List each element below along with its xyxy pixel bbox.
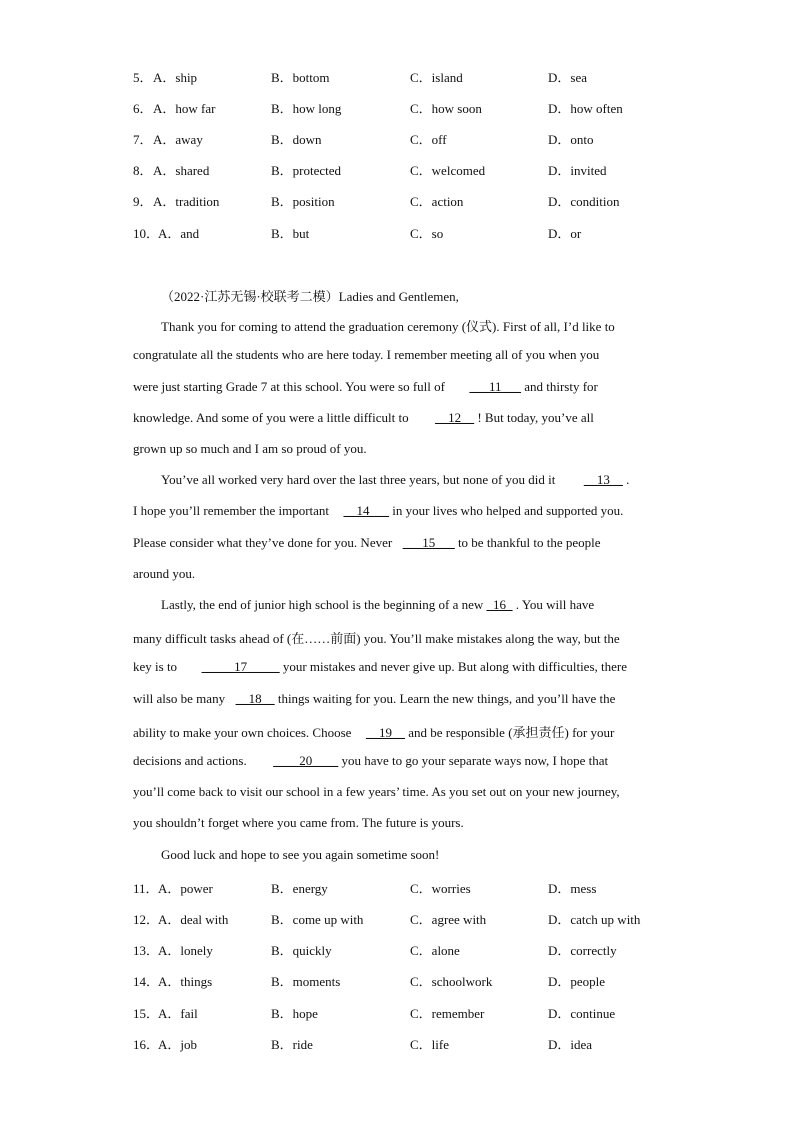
option-b: B．protected [271,163,342,178]
option-d: D．sea [548,70,587,85]
question-row [133,909,693,929]
question-row [133,223,693,243]
passage-text: will also be many [133,691,226,706]
passage-text: in your lives who helped and supported you. [392,503,624,518]
question-row [133,160,693,180]
option-b: B．hope [271,1006,318,1021]
passage-text: ! But today, you’ve all [477,410,594,425]
passage-line [133,753,673,773]
question-number: 12． [133,912,160,927]
question-number: 10． [133,226,160,241]
option-d: D．continue [548,1006,616,1021]
passage-text: Please consider what they’ve done for you. Never [133,535,393,550]
blank-15: ___15___ [402,535,455,550]
option-b: B．position [271,194,335,209]
option-c: C．so [410,226,444,241]
passage-line [133,535,673,555]
blank-14: __14___ [343,503,390,518]
blank-13: __13__ [583,472,623,487]
passage-line [133,503,673,523]
question-row [133,67,693,87]
option-d: D．invited [548,163,607,178]
option-d: D．how often [548,101,623,116]
option-b: B．energy [271,881,328,896]
passage-text: You’ve all worked very hard over the last three years, but none of you did it [161,472,556,487]
option-c: C．island [410,70,463,85]
question-number: 16． [133,1037,160,1052]
passage-text: were just starting Grade 7 at this school. You were so full of [133,379,445,394]
passage-line: congratulate all the students who are here today. I remember meeting all of you when you [133,347,600,362]
option-b: B．how long [271,101,342,116]
option-d: D．or [548,226,582,241]
option-c: C．schoolwork [410,974,493,989]
passage-line [161,472,701,492]
passage-line: Good luck and hope to see you again sometime soon! [161,847,440,862]
question-number: 7． [133,132,153,147]
question-row [133,971,693,991]
option-a: A．fail [158,1006,198,1021]
passage-text: you have to go your separate ways now, I hope that [341,753,609,768]
option-a: A．shared [153,163,210,178]
passage-text: to be thankful to the people [457,535,601,550]
passage-text: . [626,472,630,487]
passage-text: things waiting for you. Learn the new things, and you’ll have the [277,691,616,706]
blank-19: __19__ [365,725,405,740]
option-d: D．mess [548,881,597,896]
option-c: C．action [410,194,464,209]
option-d: D．people [548,974,606,989]
option-b: B．quickly [271,943,332,958]
option-a: A．lonely [158,943,213,958]
option-d: D．condition [548,194,620,209]
passage-text: and thirsty for [524,379,598,394]
passage-line [133,379,673,399]
question-number: 9． [133,194,153,209]
passage-line [133,410,673,430]
option-a: A．deal with [158,912,229,927]
passage-text: knowledge. And some of you were a little difficult to [133,410,409,425]
passage-text: ability to make your own choices. Choose [133,725,352,740]
question-row [133,878,693,898]
option-a: A．tradition [153,194,220,209]
passage-line [133,691,673,711]
passage-text: key is to [133,659,178,674]
passage-line [133,659,673,679]
option-d: D．correctly [548,943,617,958]
blank-16: _16_ [486,597,513,612]
option-a: A．away [153,132,203,147]
question-number: 15． [133,1006,160,1021]
passage-line [161,597,701,617]
option-c: C．agree with [410,912,487,927]
option-b: B．bottom [271,70,330,85]
question-number: 14． [133,974,160,989]
passage-text: . You will have [515,597,595,612]
question-row [133,1034,693,1054]
passage-line [133,722,673,742]
option-b: B．ride [271,1037,313,1052]
option-c: C．remember [410,1006,485,1021]
option-c: C．off [410,132,447,147]
option-a: A．how far [153,101,216,116]
option-b: B．come up with [271,912,364,927]
option-b: B．but [271,226,310,241]
passage-line: you shouldn’t forget where you came from. The future is yours. [133,815,464,830]
blank-20: ____20____ [273,753,339,768]
question-row [133,129,693,149]
option-d: D．idea [548,1037,593,1052]
blank-17: _____17_____ [201,659,280,674]
option-b: B．moments [271,974,341,989]
question-row [133,191,693,211]
blank-18: __18__ [235,691,275,706]
passage-line: grown up so much and I am so proud of you. [133,441,367,456]
question-number: 6． [133,101,153,116]
question-number: 11． [133,881,159,896]
passage-text: and be responsible (承担责任) for your [408,725,615,740]
option-c: C．how soon [410,101,482,116]
option-d: D．catch up with [548,912,641,927]
passage-text: your mistakes and never give up. But along with difficulties, there [282,659,627,674]
passage-text: decisions and actions. [133,753,247,768]
question-row [133,1003,693,1023]
passage-text: Lastly, the end of junior high school is the beginning of a new [161,597,484,612]
question-number: 13． [133,943,160,958]
question-number: 8． [133,163,153,178]
blank-12: __12__ [435,410,475,425]
passage-line: Thank you for coming to attend the graduation ceremony (仪式). First of all, I’d like to [161,319,615,334]
option-a: A．things [158,974,213,989]
option-c: C．worries [410,881,471,896]
question-number: 5． [133,70,153,85]
passage-line: many difficult tasks ahead of (在……前面) you. You’ll make mistakes along the way, but the [133,631,620,646]
option-c: C．alone [410,943,460,958]
option-c: C．life [410,1037,449,1052]
option-b: B．down [271,132,322,147]
passage-text: I hope you’ll remember the important [133,503,330,518]
question-row [133,98,693,118]
option-c: C．welcomed [410,163,486,178]
blank-11: ___11___ [469,379,521,394]
passage-line: you’ll come back to visit our school in a few years’ time. As you set out on your new journey, [133,784,620,799]
option-a: A．power [158,881,213,896]
question-row [133,940,693,960]
option-a: A．and [158,226,200,241]
option-d: D．onto [548,132,594,147]
option-a: A．job [158,1037,198,1052]
option-a: A．ship [153,70,198,85]
passage-line: around you. [133,566,196,581]
passage-heading: （2022·江苏无锡·校联考二模）Ladies and Gentlemen, [161,289,459,304]
